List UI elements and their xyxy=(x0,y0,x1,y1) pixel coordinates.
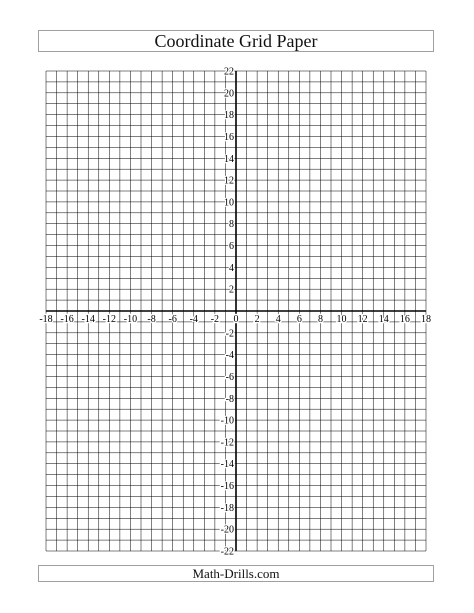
y-tick-label: 20 xyxy=(224,88,234,100)
x-tick-label: 2 xyxy=(254,314,260,325)
y-tick-label: -18 xyxy=(220,502,234,514)
y-tick-label: -14 xyxy=(220,459,234,471)
x-tick-label: -8 xyxy=(147,314,156,325)
y-tick-label: 6 xyxy=(229,241,234,253)
y-tick-label: -16 xyxy=(220,481,234,493)
x-tick-label: 10 xyxy=(336,314,347,325)
y-tick-label: 2 xyxy=(229,284,234,296)
x-tick-label: 8 xyxy=(317,314,323,325)
y-tick-label: -10 xyxy=(220,415,234,427)
footer-credit: Math-Drills.com xyxy=(38,565,434,582)
y-tick-label: 8 xyxy=(229,219,234,231)
y-tick-label: 4 xyxy=(229,262,234,274)
x-tick-label: -10 xyxy=(123,314,138,325)
x-tick-label: -2 xyxy=(210,314,220,325)
tick-labels xyxy=(39,67,431,558)
y-tick-label: -4 xyxy=(225,350,234,362)
y-tick-label: -12 xyxy=(220,437,234,449)
x-tick-label: -16 xyxy=(60,314,74,325)
y-tick-label: 10 xyxy=(224,197,234,209)
y-tick-label: -20 xyxy=(220,524,234,536)
x-tick-label: -12 xyxy=(102,314,117,325)
y-tick-label: 12 xyxy=(224,175,234,187)
y-tick-label: -8 xyxy=(225,393,234,405)
x-tick-label: 18 xyxy=(421,314,431,325)
y-tick-label: 16 xyxy=(224,131,234,143)
y-tick-label: -2 xyxy=(225,328,234,340)
x-tick-label: 12 xyxy=(357,314,368,325)
y-tick-label: -6 xyxy=(225,371,234,383)
x-tick-label: -14 xyxy=(81,314,95,325)
y-tick-label: 22 xyxy=(224,66,234,78)
x-tick-label: 14 xyxy=(378,314,389,325)
y-tick-label: -22 xyxy=(220,546,234,558)
y-tick-label: 14 xyxy=(224,153,234,165)
x-tick-label: 4 xyxy=(275,314,281,325)
y-tick-label: 18 xyxy=(224,110,234,122)
x-tick-label: -4 xyxy=(189,314,198,325)
x-tick-label: 16 xyxy=(399,314,410,325)
x-tick-label: -6 xyxy=(168,314,177,325)
x-tick-label: 0 xyxy=(233,314,239,325)
axes xyxy=(46,71,426,551)
page-title: Coordinate Grid Paper xyxy=(38,30,434,52)
x-tick-label: -18 xyxy=(39,314,53,325)
x-tick-label: 6 xyxy=(296,314,302,325)
